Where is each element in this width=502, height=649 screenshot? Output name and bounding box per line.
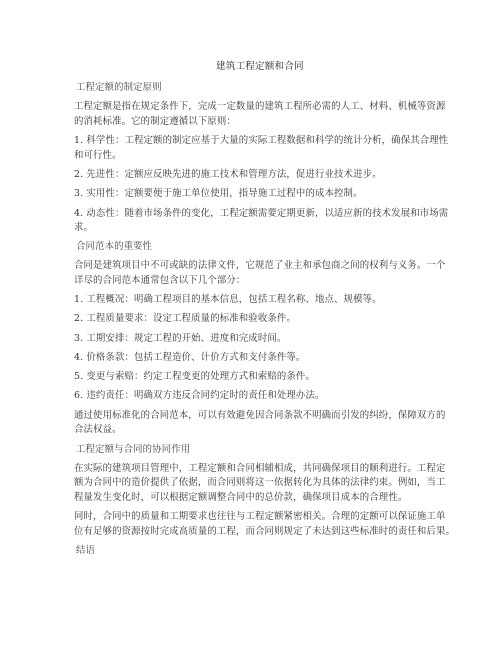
list-item: 3. 工期安排：规定工程的开始、进度和完成时间。 [74,333,287,344]
list-item: 1. 工程概况：明确工程项目的基本信息，包括工程名称、地点、规模等。 [74,294,382,305]
paragraph-line: 同时，合同中的质量和工期要求也往往与工程定额紧密相关。合理的定额可以保证施工单 [74,511,446,522]
paragraph-line: 工程定额是指在规定条件下，完成一定数量的建筑工程所必需的人工、材料、机械等资源 [74,101,446,112]
list-item: 1. 科学性：工程定额的制定应基于大量的实际工程数据和科学的统计分析，确保其合理性 [74,135,449,146]
paragraph-line: 合同是建筑项目中不可或缺的法律文件，它规范了业主和承包商之间的权利与义务。一个 [74,260,446,271]
section-heading: 工程定额的制定原则 [76,82,162,93]
section-heading: 结语 [76,545,96,556]
paragraph-line: 位有足够的资源按时完成高质量的工程，而合同则规定了未达到这些标准时的责任和后果。 [74,526,456,537]
section-heading: 合同范本的重要性 [76,241,153,252]
list-item-cont: 求。 [74,222,94,233]
paragraph-line: 通过使用标准化的合同范本，可以有效避免因合同条款不明确而引发的纠纷，保障双方的 [74,410,446,421]
paragraph-line: 合法权益。 [74,424,122,435]
list-item: 2. 先进性：定额应反映先进的施工技术和管理方法，促进行业技术进步。 [74,169,382,180]
paragraph-line: 在实际的建筑项目管理中，工程定额和合同相辅相成，共同确保项目的顺利进行。工程定 [74,463,446,474]
paragraph-line: 程量发生变化时，可以根据定额调整合同中的总价款，确保项目成本的合理性。 [74,492,408,503]
paragraph-line: 额为合同中的造价提供了依据，而合同则将这一依据转化为具体的法律约束。例如，当工 [74,477,446,488]
list-item: 4. 动态性：随着市场条件的变化，工程定额需要定期更新，以适应新的技术发展和市场需 [74,208,449,219]
paragraph-line: 详尽的合同范本通常包含以下几个部分： [74,275,246,286]
list-item: 5. 变更与索赔：约定工程变更的处理方式和索赔的条件。 [74,371,315,382]
list-item-cont: 和可行性。 [74,150,122,161]
list-item: 4. 价格条款：包括工程造价、计价方式和支付条件等。 [74,352,306,363]
section-heading: 工程定额与合同的协同作用 [76,444,191,455]
list-item: 2. 工程质量要求：设定工程质量的标准和验收条件。 [74,313,296,324]
list-item: 6. 违约责任：明确双方违反合同约定时的责任和处理办法。 [74,390,325,401]
doc-title: 建筑工程定额和合同 [216,61,304,72]
paragraph-line: 的消耗标准。它的制定遵循以下原则： [74,116,236,127]
list-item: 3. 实用性：定额要便于施工单位使用，指导施工过程中的成本控制。 [74,188,363,199]
